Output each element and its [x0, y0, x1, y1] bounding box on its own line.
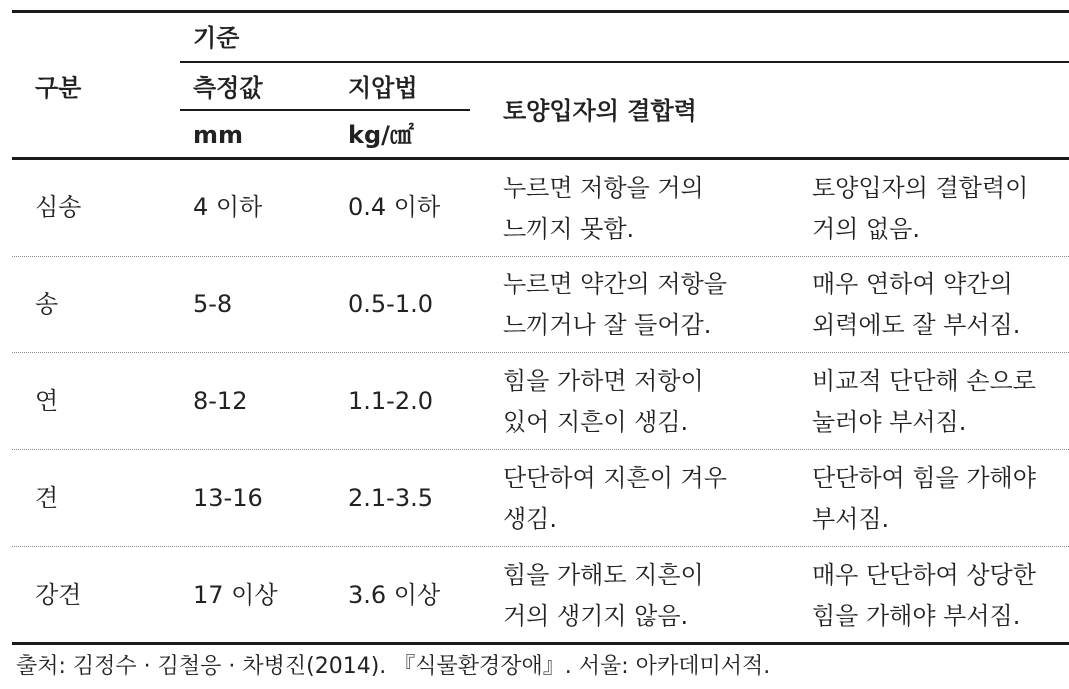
row-category: 견: [35, 484, 59, 512]
row-divider: [12, 546, 1069, 547]
header-measured: 측정값: [193, 74, 263, 102]
row-resistance: 누르면 약간의 저항을 느끼거나 잘 들어감.: [503, 270, 727, 339]
row-binding: 매우 연하여 약간의 외력에도 잘 부서짐.: [812, 270, 1021, 339]
row-binding: 매우 단단하여 상당한 힘을 가해야 부서짐.: [812, 561, 1036, 630]
row-category: 송: [35, 290, 59, 318]
row-resistance: 단단하여 지흔이 겨우 생김.: [503, 464, 727, 533]
row-divider: [12, 352, 1069, 353]
source-citation: 출처: 김정수 · 김철응 · 차병진(2014). 『식물환경장애』. 서울: 아카데미서적.: [16, 654, 771, 679]
row-divider: [12, 449, 1069, 450]
row-category: 심송: [35, 193, 82, 221]
row-binding: 비교적 단단해 손으로 눌러야 부서짐.: [812, 367, 1036, 436]
row-measured: 4 이하: [193, 193, 263, 221]
row-penetrometer: 3.6 이상: [348, 581, 441, 609]
header-unit-measured: mm: [193, 121, 244, 149]
row-resistance: 힘을 가해도 지흔이 거의 생기지 않음.: [503, 561, 704, 630]
row-measured: 5-8: [193, 290, 233, 318]
row-measured: 8-12: [193, 387, 248, 415]
row-binding: 토양입자의 결합력이 거의 없음.: [812, 174, 1029, 243]
header-binding: 토양입자의 결합력: [503, 97, 697, 125]
row-divider: [12, 256, 1069, 257]
row-binding: 단단하여 힘을 가해야 부서짐.: [812, 464, 1036, 533]
header-penetrometer: 지압법: [348, 74, 418, 102]
row-measured: 13-16: [193, 484, 263, 512]
row-penetrometer: 2.1-3.5: [348, 484, 433, 512]
units-rule: [180, 109, 470, 111]
header-unit-penetrometer: kg/㎠: [348, 121, 414, 149]
table-top-rule: [12, 10, 1069, 13]
row-penetrometer: 1.1-2.0: [348, 387, 433, 415]
row-category: 연: [35, 387, 59, 415]
row-category: 강견: [35, 581, 82, 609]
row-penetrometer: 0.4 이하: [348, 193, 441, 221]
criteria-rule: [180, 61, 1069, 63]
header-bottom-rule: [12, 157, 1069, 160]
row-measured: 17 이상: [193, 581, 278, 609]
row-resistance: 힘을 가하면 저항이 있어 지흔이 생김.: [503, 367, 704, 436]
row-penetrometer: 0.5-1.0: [348, 290, 433, 318]
row-resistance: 누르면 저항을 거의 느끼지 못함.: [503, 174, 704, 243]
header-criteria: 기준: [193, 24, 240, 52]
header-category: 구분: [35, 74, 82, 102]
table-bottom-rule: [12, 642, 1069, 645]
